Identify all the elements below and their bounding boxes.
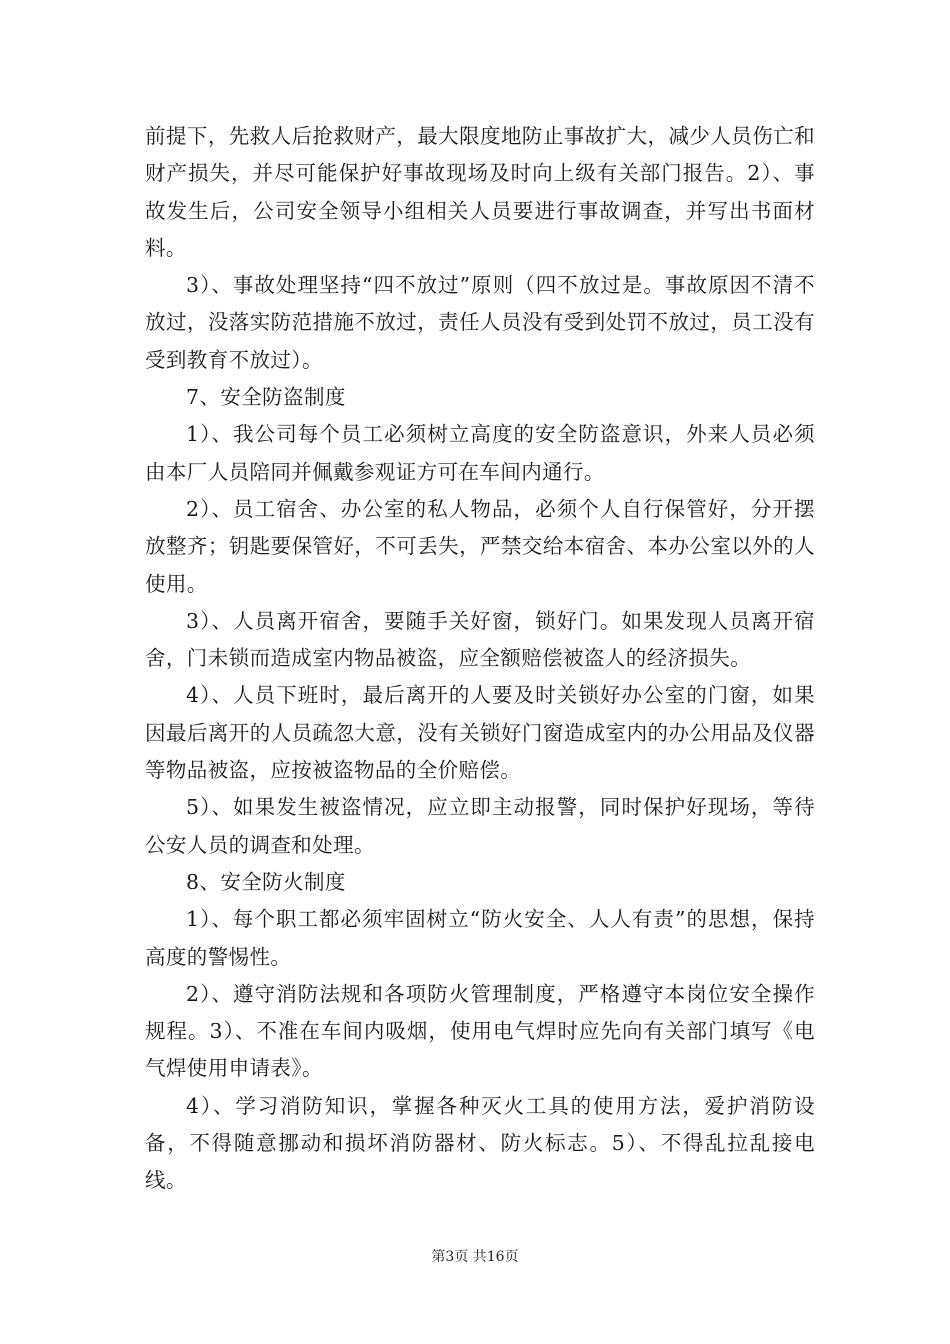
paragraph-8: 5）、如果发生被盗情况，应立即主动报警，同时保护好现场，等待公安人员的调查和处理。 [145, 795, 815, 857]
paragraph-1: 前提下，先救人后抢救财产，最大限度地防止事故扩大，减少人员伤亡和财产损失，并尽可能保护好事故现场及时向上级有关部门报告。2）、事故发生后，公司安全领导小组相关人员要进行事故调查，并写出书面材料。 [145, 124, 815, 260]
paragraph-4: 1）、我公司每个员工必须树立高度的安全防盗意识，外来人员必须由本厂人员陪同并佩戴参观证方可在车间内通行。 [145, 422, 815, 484]
paragraph-11: 2）、遵守消防法规和各项防火管理制度，严格遵守本岗位安全操作规程。3）、不准在车间内吸烟，使用电气焊时应先向有关部门填写《电气焊使用申请表》。 [145, 981, 815, 1081]
page-footer [0, 1246, 950, 1266]
section-heading-8: 8、安全防火制度 [186, 869, 346, 894]
paragraph-2: 3）、事故处理坚持“四不放过”原则（四不放过是。事故原因不清不放过，没落实防范措施不放过，责任人员没有受到处罚不放过，员工没有受到教育不放过）。 [145, 273, 815, 372]
paragraph-10: 1）、每个职工都必须牢固树立“防火安全、人人有责”的思想，保持高度的警惕性。 [145, 907, 815, 969]
paragraph-5: 2）、员工宿舍、办公室的私人物品，必须个人自行保管好，分开摆放整齐；钥匙要保管好，不可丢失，严禁交给本宿舍、本办公室以外的人使用。 [145, 496, 815, 596]
paragraph-7: 4）、人员下班时，最后离开的人要及时关锁好办公室的门窗，如果因最后离开的人员疏忽大意，没有关锁好门窗造成室内的办公用品及仪器等物品被盗，应按被盗物品的全价赔偿。 [145, 683, 815, 783]
document-body [145, 118, 815, 1200]
section-heading-7: 7、安全防盗制度 [186, 385, 346, 410]
paragraph-6: 3）、人员离开宿舍，要随手关好窗，锁好门。如果发现人员离开宿舍，门未锁而造成室内物品被盗，应全额赔偿被盗人的经济损失。 [145, 608, 815, 671]
page-number: 第3页 共16页 [431, 1249, 519, 1265]
paragraph-12: 4）、学习消防知识，掌握各种灭火工具的使用方法，爱护消防设备，不得随意挪动和损坏消防器材、防火标志。5）、不得乱拉乱接电线。 [145, 1093, 815, 1193]
